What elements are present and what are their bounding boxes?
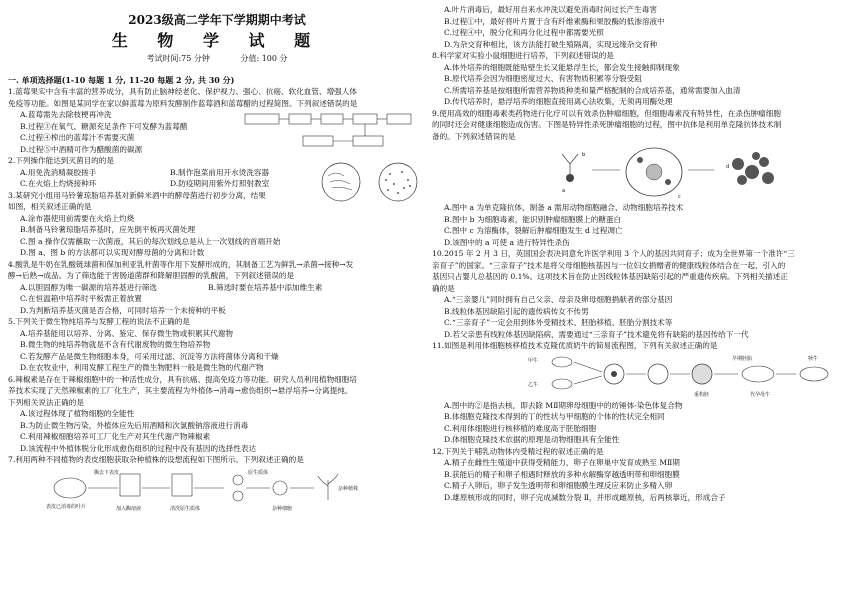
- options-row: [8, 282, 426, 294]
- question-text: 9.使用高效的细胞毒素类药物进行化疗可以有效杀伤肿瘤细胞，但细胞毒素没有特异性，在杀伤肿瘤细胞: [432, 108, 781, 118]
- option-d: D.图 a、图 b 的方法都可以实现对酵母菌的分离和计数: [20, 248, 205, 257]
- question-text: 3.某研究小组用马铃薯琼脂培养基对新鲜米酒中的酵母菌进行初步分离，结果: [8, 190, 266, 200]
- option-c: C.图中 c 为溶酶体，裂解后肿瘤细胞发生 d 过程凋亡: [444, 226, 623, 235]
- option-b: B.制作泡菜前用开水烫洗容器: [170, 167, 270, 177]
- question-text: 10.2015 年 2 月 3 日，英国国会表决同意允许医学利用 3 个人的基因共同育子；成为全世界第一个准许“三: [432, 249, 795, 258]
- fig-label-hybrid-plant: 杂种植株: [338, 485, 359, 492]
- fig-label-cow-a: 甲牛: [528, 357, 539, 364]
- question-4: [8, 259, 426, 317]
- option-d: D.体细胞克隆技术依据的原理是动物细胞具有全能性: [444, 435, 620, 444]
- option-a: A.以胆固醇为唯一碳源的培养基进行筛选: [20, 282, 157, 292]
- option-b: B.图中 b 为细胞毒素，能识别肿瘤细胞膜上的糖蛋白: [444, 214, 622, 224]
- option-d: D.该图中的 a 可使 a 进行特异性杀伤: [444, 237, 570, 247]
- option-c: C.利用体细胞进行核移植的难度高于胚胎细胞: [444, 423, 597, 433]
- option-a: A.“三亲婴儿”同时拥有自己父亲、母亲及卵母细胞捐献者的部分基因: [444, 295, 673, 304]
- option-a: A.涂布器使用前需要在火焰上灼烧: [20, 213, 135, 223]
- option-c: C.过程④中，脱分化和再分化过程中都需要光照: [444, 28, 604, 37]
- question-text: 11.如图是利用体细胞核移植技术克隆优质奶牛的简易流程图，下列有关叙述正确的是: [432, 341, 718, 350]
- question-text: 基因只占婴儿总基因的 0.1%。这项技术旨在防止因线粒体基因缺陷引起的严重遗传疾病。下列相关描述正: [432, 272, 788, 281]
- question-1: [8, 86, 426, 155]
- option-b: B.过程①中，最好将叶片置于含有纤维素酶和果胶酶的低渗溶液中: [444, 16, 665, 26]
- fig-label-step1: 撕去下表皮: [94, 469, 120, 476]
- question-7-options: [432, 4, 854, 50]
- question-text: 备的。下列叙述错误的是: [432, 131, 516, 141]
- fig-label-step3: 清洗原生质体: [170, 505, 201, 512]
- option-c: C.若发酵产品是微生物细胞本身，可采用过滤、沉淀等方法将菌体分离和干燥: [20, 351, 279, 361]
- question-12: [432, 446, 854, 504]
- question-text: 6.辣椒素是存在于辣椒细胞中的一种活性成分，具有抗癌、提高免疫力等功能。研究人员利用植物细胞培: [8, 374, 357, 384]
- option-a: A.蓝莓需先去除枝梗再冲洗: [20, 110, 112, 119]
- exam-subject: 生 物 学 试 题: [111, 31, 323, 50]
- fig-label-step2: 加入酶溶液: [116, 505, 142, 512]
- fig-label-leaf: 表皮已消毒的叶片: [46, 503, 87, 510]
- question-text: 免疫等功能。如图是某同学在家以鲜蓝莓为原料发酵制作蓝莓酒和蓝莓醋的过程简图。下列叙述错误的是: [8, 98, 358, 108]
- left-column: [8, 0, 426, 516]
- option-a: A.该过程体现了植物细胞的全能性: [20, 409, 135, 418]
- question-text: 酵→后熟→成品。为了筛选能于害肠道菌群和降解胆固醇的乳酸菌，下列叙述错误的是: [8, 271, 295, 280]
- option-a: A.体外培养的细胞既能贴壁生长又能悬浮生长，都会发生接触抑制现象: [444, 62, 680, 72]
- question-text: 确的是: [432, 283, 455, 293]
- option-c: C.利用辣椒细胞培养可工厂化生产对其生代谢产物辣椒素: [20, 432, 211, 441]
- option-d: D.过程⑤中酒精可作为醋酸菌的碳源: [20, 144, 143, 154]
- question-text: 2.下列操作能达到灭菌目的的是: [8, 156, 114, 165]
- option-b: B.微生物的纯培养物就是不含有代谢废物的微生物培养物: [20, 340, 211, 349]
- question-8: [432, 50, 854, 108]
- option-b: B.体细胞克隆技术得到的丁的性状与甲细胞的个体的性状完全相同: [444, 412, 665, 421]
- option-d: D.在农牧业中，利用发酵工程生产的微生物肥料一般是微生物的代谢产物: [20, 363, 264, 372]
- question-text: 如图，相关叙述正确的是: [8, 202, 92, 211]
- exam-meta: [8, 52, 426, 66]
- fig-label-cow-b: 乙牛: [528, 381, 539, 388]
- option-b: B.为防止微生物污染，外植体应先后用酒精和次氯酸钠溶液进行消毒: [20, 420, 249, 430]
- question-7: [8, 454, 426, 516]
- option-a: A.精子在雌性生殖道中获得受精能力，卵子在卵巢中发育成熟至 MⅡ期: [444, 458, 680, 467]
- question-3: [8, 190, 426, 259]
- question-6: [8, 374, 426, 455]
- question-9: [432, 108, 854, 249]
- blueberry-flow-diagram: [243, 110, 423, 152]
- exam-time: 考试时间:75 分钟: [146, 54, 210, 63]
- option-b: B.制备马铃薯琼脂培养基时，应先倒平板再灭菌处理: [20, 225, 196, 234]
- fig-label-hybrid-cell: 杂种细胞: [272, 505, 293, 512]
- option-d: D.防疫期间用紫外灯照射教室: [170, 179, 270, 188]
- option-d: D.该流程中外植体脱分化形成愈伤组织的过程中没有基因的选择性表达: [20, 443, 257, 453]
- option-a: A.用免洗消精凝胶搓手: [20, 167, 97, 177]
- petri-dish-figure: [318, 160, 423, 206]
- option-d: D.为判断培养基灭菌是否合格，可同时培养一个未接种的平板: [20, 305, 226, 315]
- option-c: C.“三亲育子”一定会用到体外受精技术、胚胎移植、胚胎分割技术等: [444, 318, 673, 327]
- option-c: C.精子入卵后，卵子发生透明带和卵细胞膜生理反应来防止多精入卵: [444, 481, 673, 490]
- question-10: [432, 248, 854, 340]
- antibody-drug-diagram: [432, 142, 854, 202]
- option-d: D.为杂交育种相比，该方法能打破生殖隔离，实现远缘杂交育种: [444, 39, 658, 49]
- option-c: C.过程④榨出的蓝莓汁不需要灭菌: [20, 133, 135, 142]
- fig-label-protoplast: 原生质体: [248, 469, 269, 476]
- option-d: D.传代培养时，悬浮培养的细胞直接用离心法收集，无须再用酶处理: [444, 97, 673, 106]
- option-c: C.在火焰上灼烧接种环: [20, 179, 97, 188]
- fig-label-b: b: [582, 152, 586, 158]
- option-b: B.线粒体基因缺陷引起的遗传病传女不传男: [444, 306, 589, 316]
- hybrid-plant-flow-diagram: [8, 466, 426, 516]
- option-c: C.图 a 操作仅需蘸取一次菌液，其后的每次划线总是从上一次划线的首端开始: [20, 236, 281, 246]
- option-b: B.筛选时要在培养基中添加维生素: [208, 282, 323, 292]
- question-text: 养技术实现了天然辣椒素的工厂化生产，其主要流程为外植体→消毒→愈伤组织→悬浮培养→分离提纯。: [8, 386, 353, 395]
- fig-label-d: d: [726, 164, 730, 170]
- cloning-flow-diagram: [432, 352, 854, 400]
- question-text: 5.下列关于微生物纯培养与发酵工程的说法不正确的是: [8, 317, 190, 326]
- option-a: A.图中 a 为单克隆抗体，制备 a 需用动物细胞融合、动物细胞培养技术: [444, 203, 684, 212]
- option-b: B.获能后的精子和卵子相遇时释放的多种水解酶穿越透明带和卵细胞膜: [444, 469, 680, 479]
- option-b: B.过程③在氧气、糖源充足条件下可发酵为蓝莓醋: [20, 121, 188, 131]
- section-heading: 一. 单项选择题(1-10 每题 1 分, 11-20 每题 2 分, 共 30 分): [8, 75, 235, 85]
- fig-label-surrogate: 代孕母牛: [750, 391, 771, 398]
- option-b: B.原代培养会因为细胞密度过大、有害物质积累等分裂受阻: [444, 74, 642, 83]
- option-c: C.在恒温箱中培养时平板需正着放置: [20, 294, 142, 303]
- fig-label-calf: 犊牛: [808, 355, 819, 362]
- question-text: 亲育子”的国家。“三亲育子”技术是将父母细胞核基因与一位妇女捐赠者的健康线粒体结合在一起，引入的: [432, 260, 786, 270]
- exam-score: 分值: 100 分: [240, 54, 288, 63]
- exam-title: 2023级高二学年下学期期中考试: [128, 13, 306, 27]
- right-column: [432, 0, 854, 503]
- option-c: C.所需培养基是按细胞所需营养物质种类和量严格配制的合成培养基，通常需要加入血清: [444, 85, 741, 95]
- question-text: 下列相关说法正确的是: [8, 397, 84, 407]
- fig-label-a: a: [562, 188, 566, 194]
- question-text: 7.利用两种不同植物的表皮细胞获取杂种植株的设想流程如下图所示。下列叙述正确的是: [8, 455, 304, 464]
- question-text: 12.下列关于哺乳动物体内受精过程的叙述正确的是: [432, 446, 604, 456]
- option-a: A.图中的②是指去核，即去除 MⅡ期卵母细胞中的纺锤体-染色体复合物: [444, 400, 683, 410]
- question-text: 1.蓝莓果实中含有丰富的营养成分，具有防止脑神经老化、保护视力、强心、抗癌、软化血管、增强人体: [8, 87, 357, 96]
- option-a: A.培养基能用以培养、分离、鉴定、保存微生物或积累其代谢物: [20, 328, 233, 338]
- question-text: 的同时还会对健康细胞造成伤害。下图是特异性杀死肿瘤细胞的过程，图中抗体是利用单克隆抗体技术制: [432, 120, 782, 129]
- fig-label-embryo: 早期胚胎: [732, 355, 753, 362]
- fig-label-reconstructed: 重构胚: [694, 391, 710, 398]
- question-text: 8.科学家对实验小鼠细胞进行培养，下列叙述错误的是: [432, 51, 614, 60]
- option-d: D.雄原核形成的同时，卵子完成减数分裂 Ⅱ，并形成雌原核，后两核靠近，形成合子: [444, 492, 726, 502]
- question-11: [432, 340, 854, 446]
- option-a: A.叶片消毒后，最好用自来水冲洗以避免消毒时间过长产生毒害: [444, 5, 657, 14]
- option-d: D.若父亲患有线粒体基因缺陷病，需要通过“三亲育子”技术避免将有缺陷的基因传给下一代: [444, 329, 749, 339]
- question-text: 4.酸乳是牛奶在乳酸链球菌和保加利亚乳杆菌等作用下发酵形成的，其制备工艺为鲜乳→杀菌→接种→发: [8, 259, 354, 269]
- question-5: [8, 316, 426, 374]
- fig-label-c: c: [678, 194, 681, 200]
